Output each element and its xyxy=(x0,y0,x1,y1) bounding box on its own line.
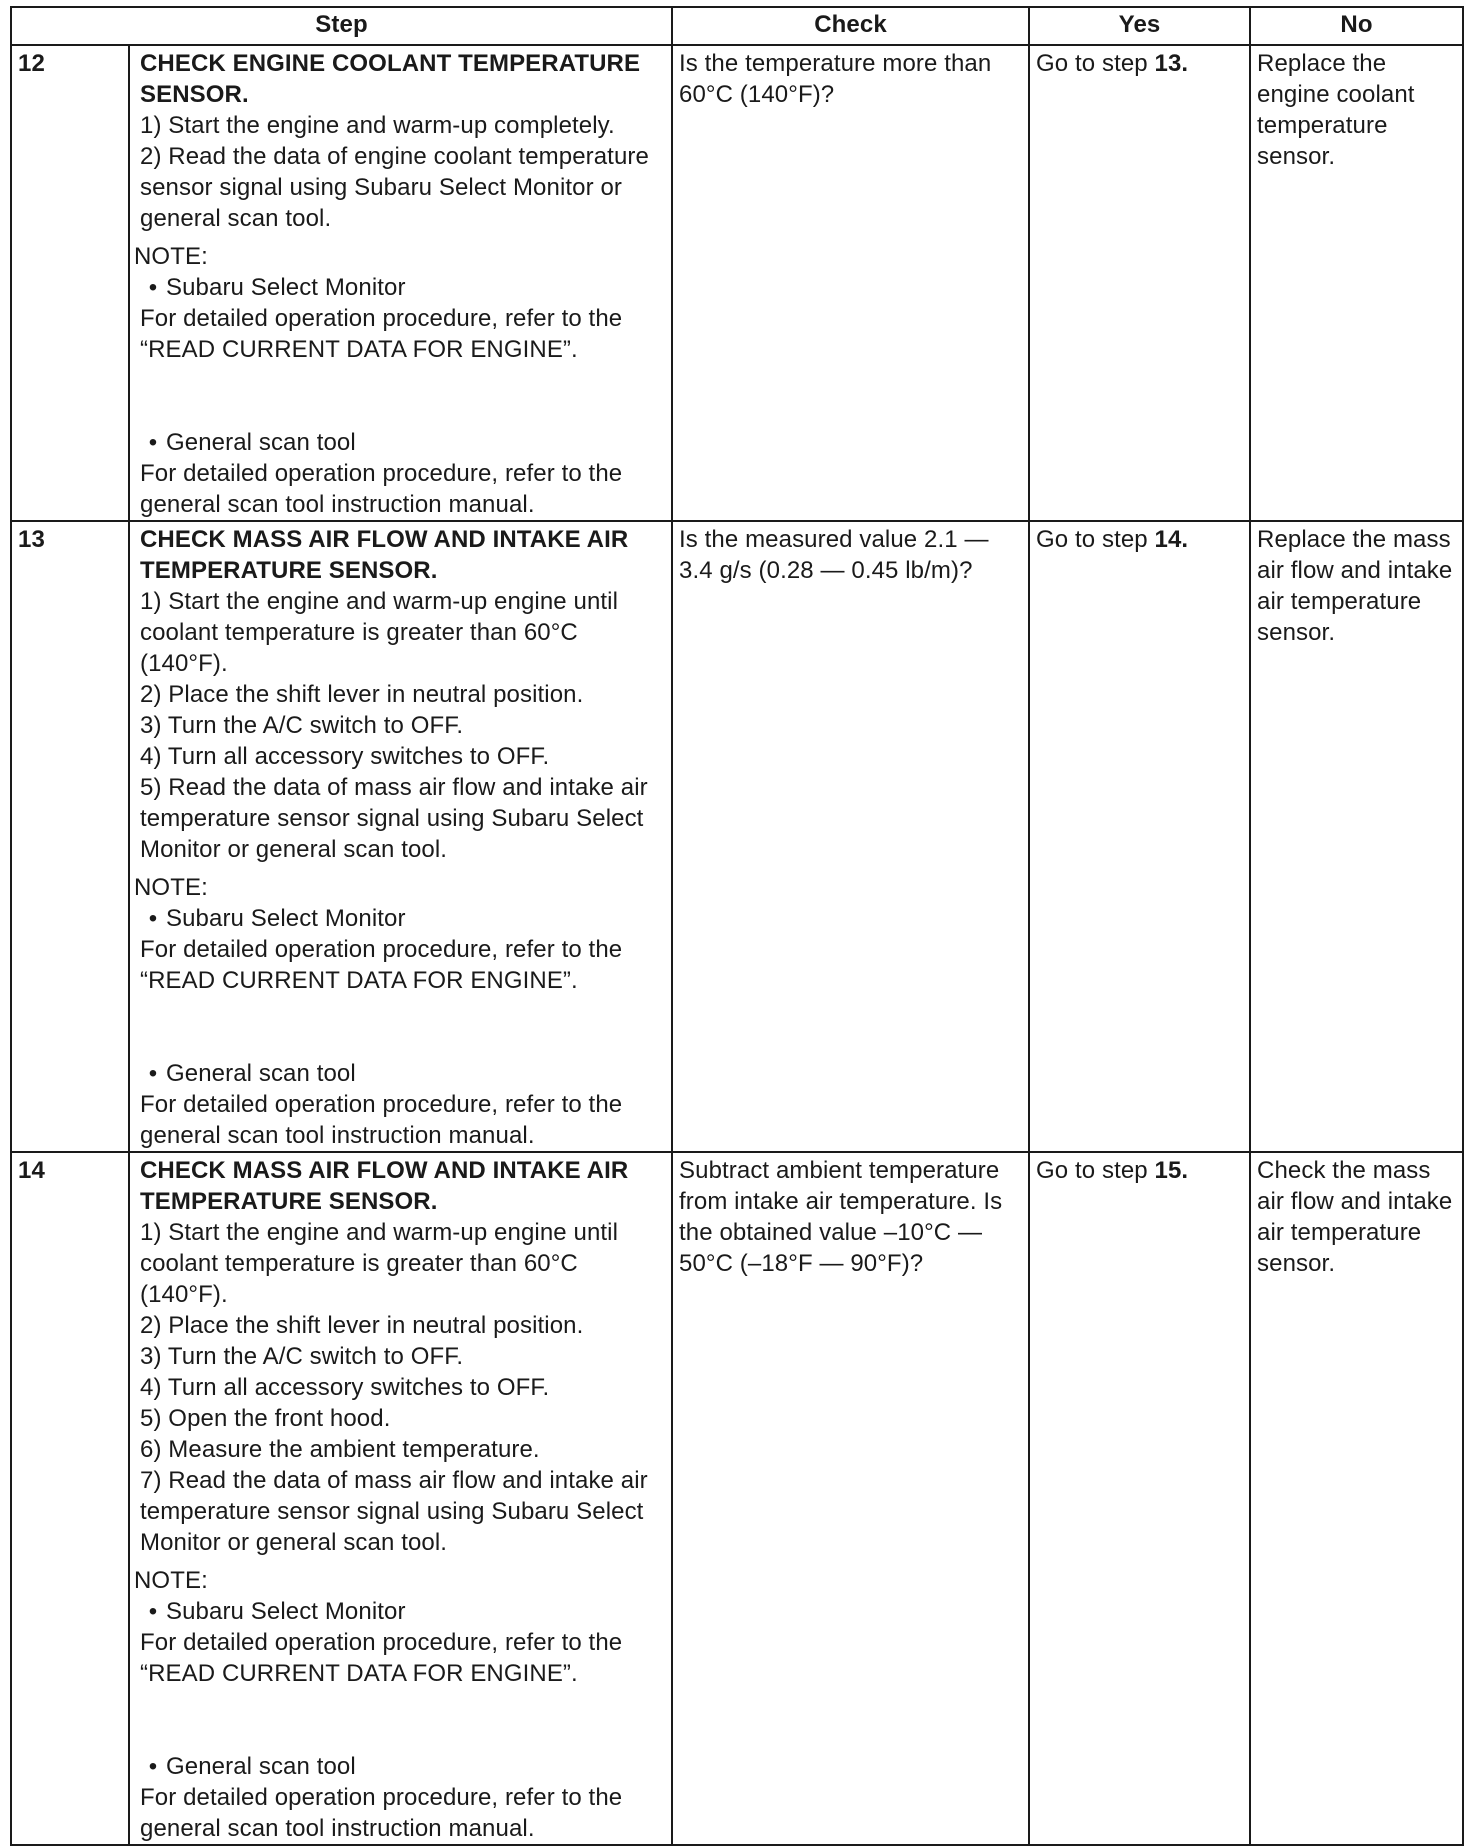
yes-prefix: Go to step xyxy=(1036,1157,1155,1184)
step-cell xyxy=(129,1152,672,1845)
bullet-text: For detailed operation procedure, refer to the “READ CURRENT DATA FOR ENGINE”. xyxy=(140,936,623,994)
step-instruction: 2) Place the shift lever in neutral position. xyxy=(140,1312,584,1339)
no-cell: Replace the mass air flow and intake air temperature sensor. xyxy=(1250,521,1463,1152)
table-row xyxy=(11,45,1463,521)
yes-cell xyxy=(1029,521,1250,1152)
step-number: 12 xyxy=(11,45,129,521)
bullet-item xyxy=(134,272,667,303)
bullet-item xyxy=(134,903,667,934)
check-column-header: Check xyxy=(672,7,1029,45)
bullet-icon: • xyxy=(148,274,158,301)
bullet-icon: • xyxy=(148,1598,158,1625)
table-row xyxy=(11,1152,1463,1845)
note-label: NOTE: xyxy=(134,243,208,270)
bullet-icon: • xyxy=(148,429,158,456)
step-title: CHECK MASS AIR FLOW AND INTAKE AIR TEMPERATURE SENSOR. xyxy=(140,526,629,584)
table-row xyxy=(11,521,1463,1152)
no-cell: Replace the engine coolant temperature sensor. xyxy=(1250,45,1463,521)
diagnostic-procedure-table xyxy=(10,6,1464,1846)
check-cell: Is the temperature more than 60°C (140°F)? xyxy=(672,45,1029,521)
header-row xyxy=(11,7,1463,45)
step-instruction: 1) Start the engine and warm-up engine until coolant temperature is greater than 60°C (140°F). xyxy=(140,588,619,677)
check-cell: Is the measured value 2.1 — 3.4 g/s (0.28 — 0.45 lb/m)? xyxy=(672,521,1029,1152)
yes-column-header: Yes xyxy=(1029,7,1250,45)
spacer xyxy=(134,996,667,1058)
bullet-icon: • xyxy=(148,1753,158,1780)
bullet-item xyxy=(134,1751,667,1782)
next-step-number: 14. xyxy=(1154,526,1189,553)
bullet-item xyxy=(134,1058,667,1089)
bullet-item xyxy=(134,1596,667,1627)
bullet-label: Subaru Select Monitor xyxy=(166,905,406,932)
step-instruction: 2) Place the shift lever in neutral position. xyxy=(140,681,584,708)
step-instruction: 7) Read the data of mass air flow and intake air temperature sensor signal using Subaru Select Monitor or general scan tool. xyxy=(140,1467,648,1556)
no-cell: Check the mass air flow and intake air temperature sensor. xyxy=(1250,1152,1463,1845)
step-instruction: 3) Turn the A/C switch to OFF. xyxy=(140,712,464,739)
bullet-label: General scan tool xyxy=(166,1060,356,1087)
bullet-label: General scan tool xyxy=(166,1753,356,1780)
bullet-label: General scan tool xyxy=(166,429,356,456)
yes-cell xyxy=(1029,1152,1250,1845)
step-number: 14 xyxy=(11,1152,129,1845)
step-cell xyxy=(129,521,672,1152)
step-cell xyxy=(129,45,672,521)
next-step-number: 13. xyxy=(1154,50,1189,77)
bullet-label: Subaru Select Monitor xyxy=(166,1598,406,1625)
next-step-number: 15. xyxy=(1154,1157,1189,1184)
note-label: NOTE: xyxy=(134,874,208,901)
yes-prefix: Go to step xyxy=(1036,50,1155,77)
step-instruction: 1) Start the engine and warm-up engine until coolant temperature is greater than 60°C (140°F). xyxy=(140,1219,619,1308)
no-column-header: No xyxy=(1250,7,1463,45)
step-instruction: 2) Read the data of engine coolant temperature sensor signal using Subaru Select Monitor or general scan tool. xyxy=(140,143,649,232)
step-number: 13 xyxy=(11,521,129,1152)
step-instruction: 4) Turn all accessory switches to OFF. xyxy=(140,1374,550,1401)
step-instruction: 4) Turn all accessory switches to OFF. xyxy=(140,743,550,770)
step-instruction: 5) Read the data of mass air flow and intake air temperature sensor signal using Subaru Select Monitor or general scan tool. xyxy=(140,774,648,863)
bullet-text: For detailed operation procedure, refer to the general scan tool instruction manual. xyxy=(140,1784,623,1842)
step-title: CHECK MASS AIR FLOW AND INTAKE AIR TEMPERATURE SENSOR. xyxy=(140,1157,629,1215)
yes-cell xyxy=(1029,45,1250,521)
step-column-header: Step xyxy=(11,7,672,45)
step-instruction: 1) Start the engine and warm-up completely. xyxy=(140,112,615,139)
bullet-item xyxy=(134,427,667,458)
step-instruction: 6) Measure the ambient temperature. xyxy=(140,1436,540,1463)
spacer xyxy=(134,1689,667,1751)
step-instruction: 5) Open the front hood. xyxy=(140,1405,391,1432)
bullet-text: For detailed operation procedure, refer to the “READ CURRENT DATA FOR ENGINE”. xyxy=(140,1629,623,1687)
bullet-text: For detailed operation procedure, refer to the “READ CURRENT DATA FOR ENGINE”. xyxy=(140,305,623,363)
step-title: CHECK ENGINE COOLANT TEMPERATURE SENSOR. xyxy=(140,50,641,108)
step-instruction: 3) Turn the A/C switch to OFF. xyxy=(140,1343,464,1370)
note-label: NOTE: xyxy=(134,1567,208,1594)
yes-prefix: Go to step xyxy=(1036,526,1155,553)
bullet-text: For detailed operation procedure, refer to the general scan tool instruction manual. xyxy=(140,460,623,518)
bullet-icon: • xyxy=(148,905,158,932)
check-cell: Subtract ambient temperature from intake air temperature. Is the obtained value –10°C — 50°C (–18°F — 90°F)? xyxy=(672,1152,1029,1845)
bullet-icon: • xyxy=(148,1060,158,1087)
spacer xyxy=(134,365,667,427)
bullet-text: For detailed operation procedure, refer to the general scan tool instruction manual. xyxy=(140,1091,623,1149)
bullet-label: Subaru Select Monitor xyxy=(166,274,406,301)
